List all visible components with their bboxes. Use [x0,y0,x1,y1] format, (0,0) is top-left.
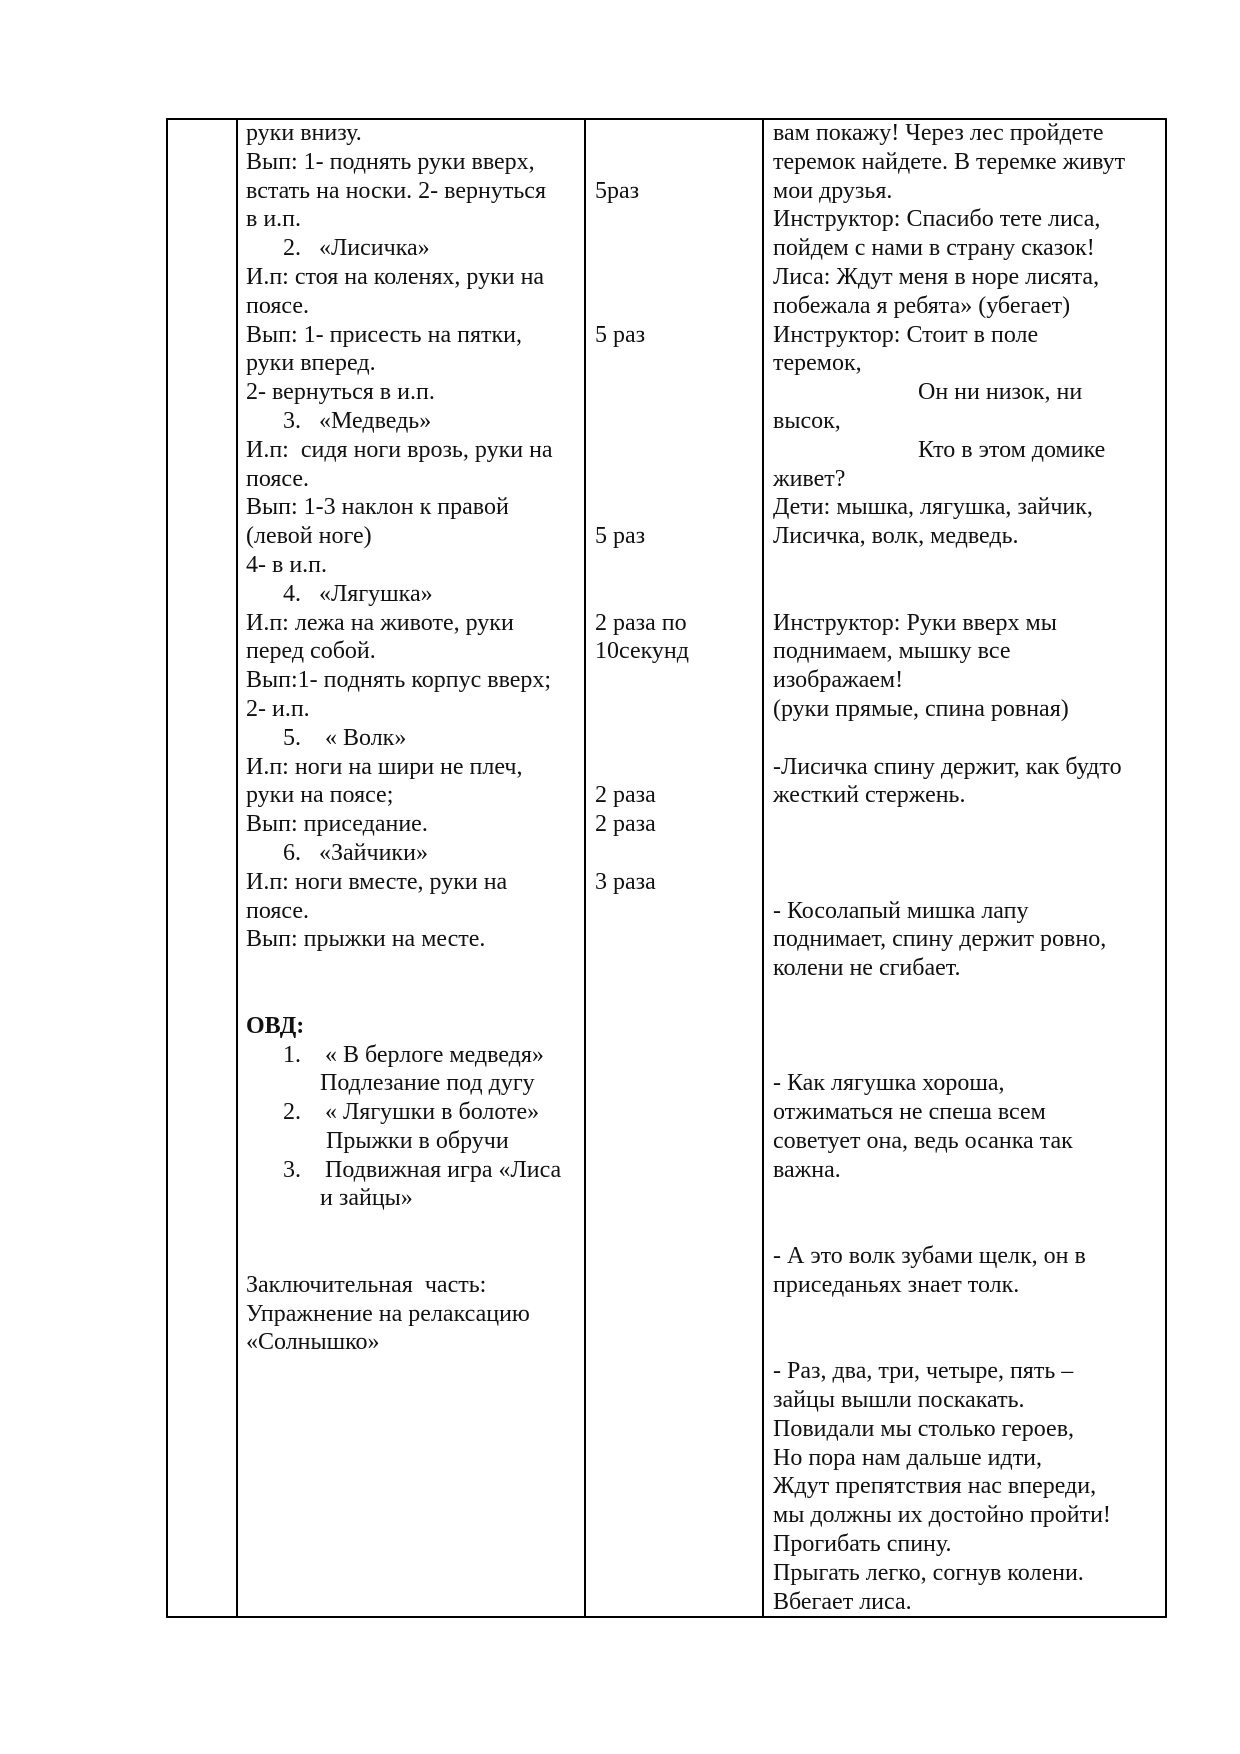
commentary-line: поднимаем, мышку все [773,638,1011,665]
commentary-line: жесткий стержень. [773,782,966,809]
exercise-line: И.п: лежа на животе, руки [246,609,514,636]
ovd-item: 3. Подвижная игра «Лиса [283,1156,562,1183]
dosage-value: 5 раз [595,321,646,348]
exercise-line: И.п: ноги на шири не плеч, [246,753,523,780]
final-part-line: Упражнение на релаксацию [246,1300,530,1327]
commentary-line: поднимает, спину держит ровно, [773,926,1107,953]
dosage-value: 5 раз [595,523,646,550]
exercise-line: руки вперед. [246,350,376,377]
exercise-line: поясе. [246,897,310,924]
final-part-line: «Солнышко» [246,1329,380,1356]
commentary-line: Прыгать легко, согнув колени. [773,1559,1084,1586]
commentary-column [773,119,1165,1616]
commentary-line: - Косолапый мишка лапу [773,897,1029,924]
commentary-line: Прогибать спину. [773,1531,952,1558]
column-divider [762,120,764,1616]
commentary-line: - Как лягушка хороша, [773,1070,1005,1097]
exercise-line: руки внизу. [246,120,362,146]
exercise-line: Вып: 1-3 наклон к правой [246,494,509,521]
exercise-line: Вып: 1- поднять руки вверх, [246,148,535,175]
commentary-line: живет? [773,465,846,492]
commentary-line: пойдем с нами в страну сказок! [773,235,1095,262]
dosage-value: 3 раза [595,868,656,895]
commentary-line: отжиматься не спеша всем [773,1099,1046,1126]
exercise-line: И.п: стоя на коленях, руки на [246,263,545,290]
commentary-line: Инструктор: Стоит в поле [773,321,1039,348]
exercise-line: И.п: ноги вместе, руки на [246,868,508,895]
exercise-line: Вып:1- поднять корпус вверх; [246,667,552,694]
exercise-title-volk: 5. « Волк» [283,724,407,751]
commentary-line: Инструктор: Руки вверх мы [773,609,1057,636]
dosage-column [595,119,755,897]
exercise-title-lyagushka: 4. «Лягушка» [283,580,433,607]
commentary-line: приседаньях знает толк. [773,1271,1020,1298]
exercise-line: Вып: прыжки на месте. [246,926,486,953]
ovd-item-detail: и зайцы» [320,1185,413,1212]
commentary-line: теремок, [773,350,862,377]
commentary-line: советует она, ведь осанка так [773,1127,1073,1154]
exercise-line: руки на поясе; [246,782,394,809]
dosage-value: 2 раза [595,782,656,809]
commentary-line: Дети: мышка, лягушка, зайчик, [773,494,1093,521]
ovd-item: 2. « Лягушки в болоте» [283,1099,540,1126]
commentary-line: зайцы вышли поскакать. [773,1387,1025,1414]
commentary-line: важна. [773,1156,841,1183]
column-divider [584,120,586,1616]
exercise-line: И.п: сидя ноги врозь, руки на [246,436,553,463]
exercise-line: Вып: 1- присесть на пятки, [246,321,522,348]
exercise-line: встать на носки. 2- вернуться [246,177,546,204]
exercises-column [246,119,578,1357]
commentary-line: - А это волк зубами щелк, он в [773,1243,1086,1270]
commentary-line: (руки прямые, спина ровная) [773,695,1069,722]
dosage-value: 2 раза по [595,609,687,636]
commentary-line: - Раз, два, три, четыре, пять – [773,1358,1074,1385]
commentary-line: мы должны их достойно пройти! [773,1502,1111,1529]
ovd-item-detail: Подлезание под дугу [320,1070,535,1097]
commentary-line: вам покажу! Через лес пройдете [773,120,1104,146]
dosage-value: 10секунд [595,638,689,665]
commentary-line: мои друзья. [773,177,893,204]
exercise-line: в и.п. [246,206,302,233]
exercise-line: 2- вернуться в и.п. [246,379,435,406]
commentary-line: Ждут препятствия нас впереди, [773,1473,1097,1500]
ovd-heading: ОВД: [246,1012,305,1039]
exercise-line: поясе. [246,292,310,319]
commentary-line: Лиса: Ждут меня в норе лисята, [773,263,1100,290]
ovd-item-detail: Прыжки в обручи [320,1127,509,1154]
ovd-item: 1. « В берлоге медведя» [283,1041,544,1068]
commentary-line: Повидали мы столько героев, [773,1415,1075,1442]
exercise-line: поясе. [246,465,310,492]
lesson-plan-table [166,118,1167,1618]
final-part-line: Заключительная часть: [246,1271,487,1298]
commentary-line: высок, [773,407,841,434]
dosage-value: 2 раза [595,811,656,838]
commentary-line: -Лисичка спину держит, как будто [773,753,1122,780]
commentary-line: Но пора нам дальше идти, [773,1444,1043,1471]
commentary-line: Вбегает лиса. [773,1588,912,1615]
exercise-title-medved: 3. «Медведь» [283,407,432,434]
exercise-line: Вып: приседание. [246,811,428,838]
dosage-value: 5раз [595,177,640,204]
commentary-line: Инструктор: Спасибо тете лиса, [773,206,1101,233]
commentary-line: Он ни низок, ни [918,379,1083,406]
commentary-line: изображаем! [773,667,904,694]
exercise-title-zaichiki: 6. «Зайчики» [283,839,428,866]
commentary-line: Кто в этом домике [918,436,1106,463]
exercise-title-lisichka: 2. «Лисичка» [283,235,430,262]
commentary-line: побежала я ребята» (убегает) [773,292,1071,319]
commentary-line: теремок найдете. В теремке живут [773,148,1126,175]
exercise-line: (левой ноге) [246,523,372,550]
commentary-line: Лисичка, волк, медведь. [773,523,1019,550]
column-divider [236,120,238,1616]
exercise-line: 2- и.п. [246,695,310,722]
commentary-line: колени не сгибает. [773,955,961,982]
exercise-line: 4- в и.п. [246,551,328,578]
exercise-line: перед собой. [246,638,376,665]
